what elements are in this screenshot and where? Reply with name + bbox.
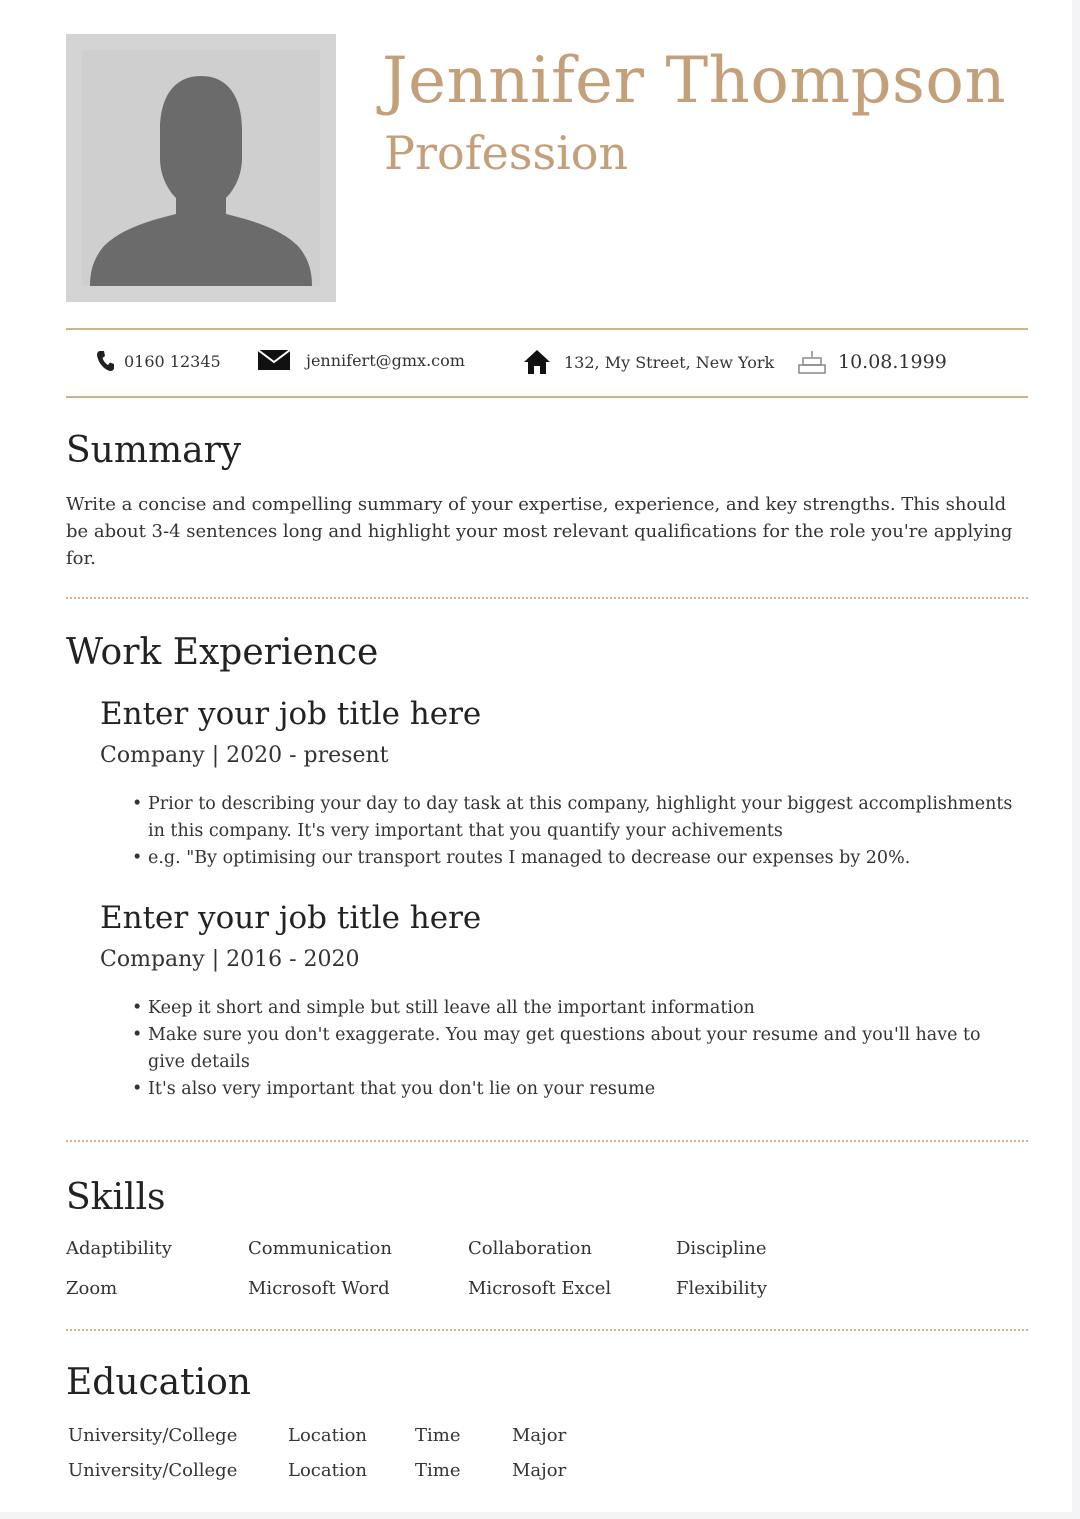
job-meta-1: Company | 2020 - present [100,743,389,768]
person-silhouette-icon [82,50,320,286]
education-time: Time [415,1460,461,1481]
education-heading: Education [66,1362,251,1403]
section-divider [66,1140,1028,1142]
home-icon [524,350,550,374]
job-bullets-2 [132,995,1022,1103]
skill-item: Microsoft Excel [468,1278,612,1299]
section-divider [66,1329,1028,1331]
summary-text: Write a concise and compelling summary of your expertise, experience, and key strengths. This should be about 3-4 sentences long and highlight your most relevant qualifications for the role you're applying for. [66,494,1013,569]
skill-item: Zoom [66,1278,118,1299]
contact-email [258,350,465,370]
list-item: • Keep it short and simple but still leave all the important information [132,995,1022,1022]
birthdate-text: 10.08.1999 [838,351,947,373]
birthday-cake-icon [798,350,826,374]
profile-photo-frame [66,34,336,302]
job-title-1: Enter your job title here [100,696,482,732]
address-text: 132, My Street, New York [564,352,775,372]
contact-bar [66,328,1028,398]
education-major: Major [512,1460,567,1481]
list-item: • Make sure you don't exaggerate. You may get questions about your resume and you'll have to give details [132,1022,1022,1076]
email-text[interactable]: jennifert@gmx.com [306,350,465,370]
education-time: Time [415,1425,461,1446]
list-item: • e.g. "By optimising our transport routes I managed to decrease our expenses by 20%. [132,845,1032,872]
skill-item: Collaboration [468,1238,592,1259]
list-item: • Prior to describing your day to day task at this company, highlight your biggest accomplishments in this company. It's very important that you quantify your achivements [132,791,1032,845]
education-location: Location [288,1425,368,1446]
job-meta-2: Company | 2016 - 2020 [100,947,360,972]
contact-birthdate [798,350,947,374]
skill-item: Communication [248,1238,392,1259]
applicant-name: Jennifer Thompson [382,44,1007,118]
avatar [82,50,320,286]
education-major: Major [512,1425,567,1446]
phone-icon [96,350,114,372]
section-divider [66,597,1028,599]
skill-item: Discipline [676,1238,767,1259]
skill-item: Flexibility [676,1278,768,1299]
education-institution: University/College [68,1460,238,1481]
education-location: Location [288,1460,368,1481]
education-institution: University/College [68,1425,238,1446]
phone-text[interactable]: 0160 12345 [124,351,221,371]
skills-heading: Skills [66,1177,166,1218]
summary-heading: Summary [66,430,242,471]
job-bullets-1 [132,791,1032,872]
envelope-icon [258,350,290,370]
profession-title: Profession [384,126,629,180]
contact-phone [96,350,221,372]
contact-address [524,350,774,374]
work-experience-heading: Work Experience [66,632,379,673]
job-title-2: Enter your job title here [100,900,482,936]
skill-item: Adaptibility [66,1238,172,1259]
list-item: • It's also very important that you don't lie on your resume [132,1076,1022,1103]
skill-item: Microsoft Word [248,1278,390,1299]
